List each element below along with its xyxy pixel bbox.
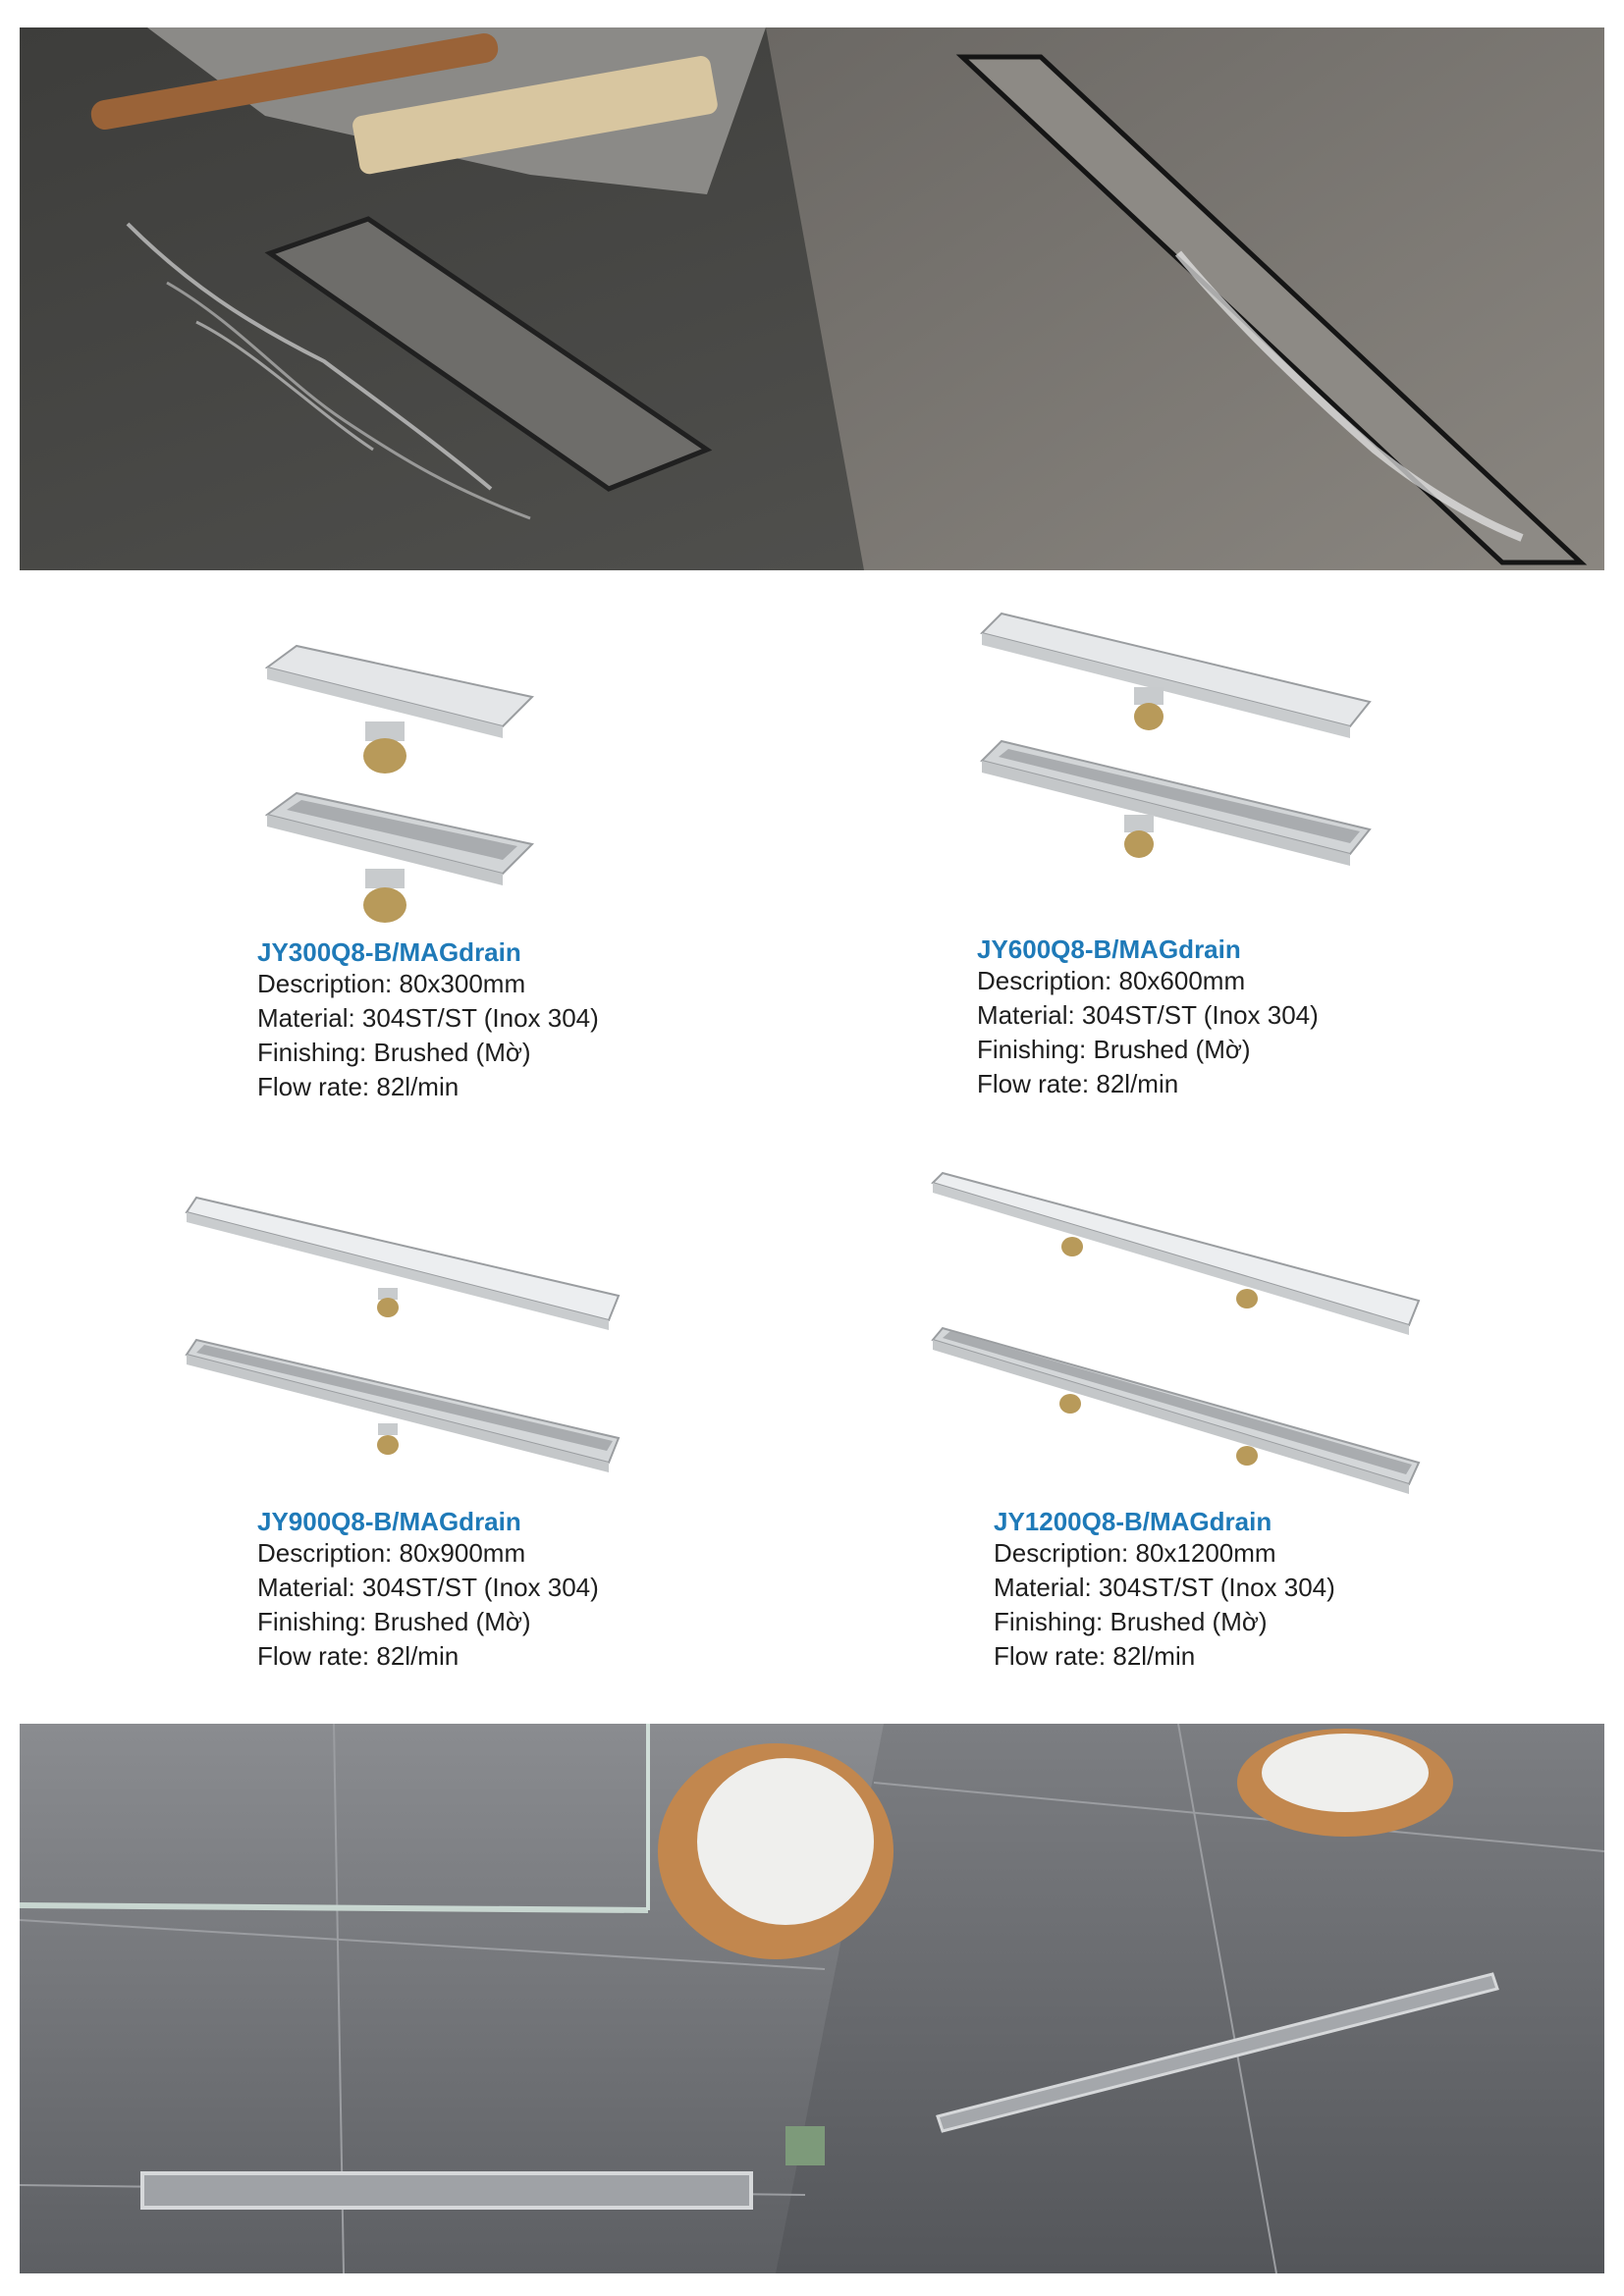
soap <box>785 2126 825 2165</box>
product-material: Material: 304ST/ST (Inox 304) <box>257 1573 599 1602</box>
product-flow-rate: Flow rate: 82l/min <box>257 1072 460 1101</box>
product-card-1 <box>257 628 670 1158</box>
product-material: Material: 304ST/ST (Inox 304) <box>977 1000 1319 1030</box>
product-model: JY600Q8-B/MAGdrain <box>977 934 1241 964</box>
product-model: JY300Q8-B/MAGdrain <box>257 937 521 967</box>
top-banner-photo <box>20 27 1604 570</box>
product-card-3 <box>177 1188 648 1718</box>
product-description: Description: 80x1200mm <box>994 1538 1276 1568</box>
product-model: JY900Q8-B/MAGdrain <box>257 1507 521 1536</box>
product-finishing: Finishing: Brushed (Mờ) <box>994 1607 1268 1636</box>
product-image-3 <box>177 1188 648 1522</box>
bottom-banner-photo <box>20 1724 1604 2273</box>
product-flow-rate: Flow rate: 82l/min <box>257 1641 460 1671</box>
product-description: Description: 80x300mm <box>257 969 526 998</box>
linear-drain-left <box>142 2173 751 2208</box>
product-flow-rate: Flow rate: 82l/min <box>977 1069 1179 1098</box>
product-image-1 <box>257 628 670 962</box>
product-description: Description: 80x600mm <box>977 966 1246 995</box>
product-model: JY1200Q8-B/MAGdrain <box>994 1507 1272 1536</box>
bathroom-floor-image-bottom <box>20 1724 1604 2273</box>
product-material: Material: 304ST/ST (Inox 304) <box>994 1573 1335 1602</box>
product-description: Description: 80x900mm <box>257 1538 526 1568</box>
product-card-2 <box>977 604 1389 1134</box>
drain-installation-image-top <box>20 27 1604 570</box>
product-flow-rate: Flow rate: 82l/min <box>994 1641 1196 1671</box>
product-finishing: Finishing: Brushed (Mờ) <box>257 1607 531 1636</box>
product-card-4 <box>923 1168 1434 1698</box>
product-material: Material: 304ST/ST (Inox 304) <box>257 1003 599 1033</box>
product-image-2 <box>977 604 1389 937</box>
product-finishing: Finishing: Brushed (Mờ) <box>257 1038 531 1067</box>
product-finishing: Finishing: Brushed (Mờ) <box>977 1035 1251 1064</box>
product-image-4 <box>923 1168 1434 1502</box>
